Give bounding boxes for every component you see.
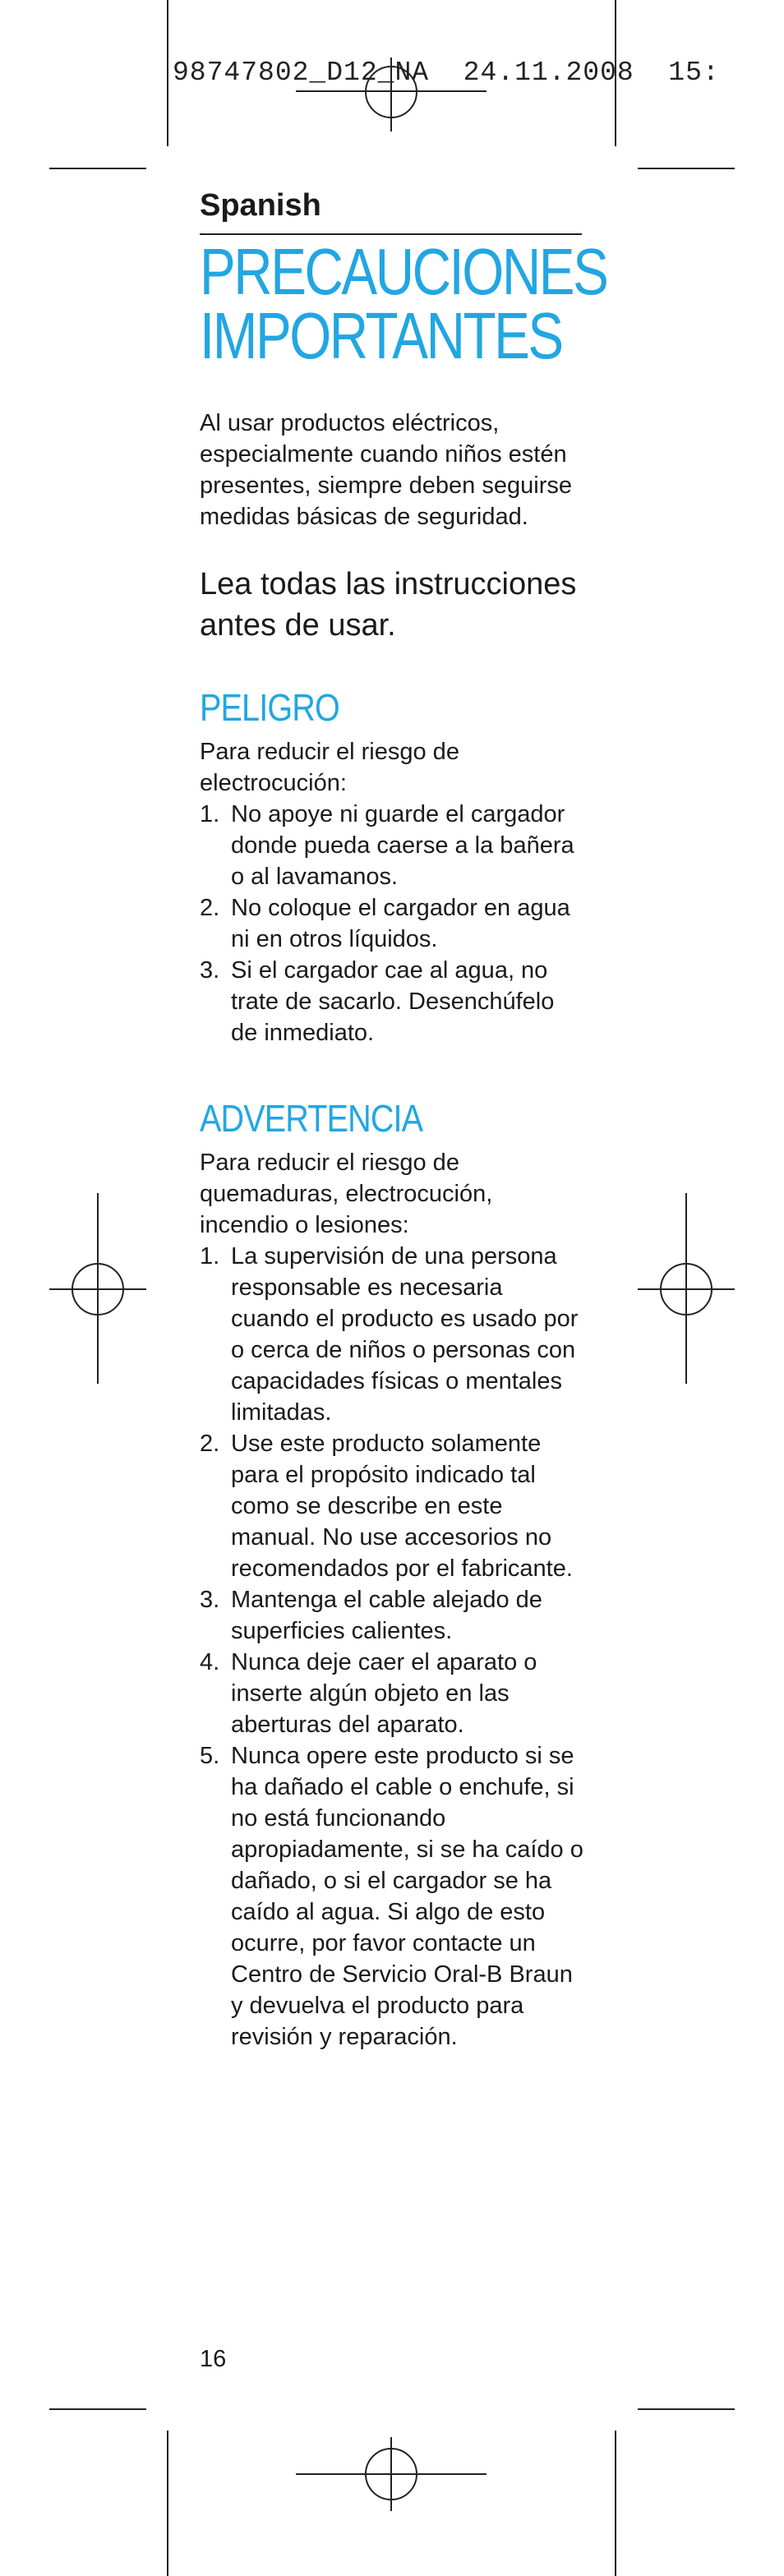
crop-mark [49, 168, 146, 169]
crop-mark [167, 2431, 168, 2576]
item-number: 1. [200, 800, 220, 827]
item-text: La supervisión de una persona responsable es necesaria cuando el producto es usado por o cerca de niños o personas con capacidades físicas o mentales limitadas. [231, 1242, 579, 1426]
page-content [200, 187, 607, 2102]
item-number: 3. [200, 1586, 220, 1613]
item-number: 3. [200, 956, 220, 984]
section-text: Para reducir el riesgo de quemaduras, electrocución, incendio o lesiones: [200, 1149, 493, 1238]
title-line-2: IMPORTANTES [200, 298, 562, 372]
print-slug-line: 98747802_D12_NA 24.11.2008 15: [173, 58, 720, 88]
page-title [200, 234, 607, 372]
item-number: 4. [200, 1648, 220, 1675]
intro-paragraph: Al usar productos eléctricos, especialmente cuando niños estén presentes, siempre deben seguirse medidas básicas de seguridad. [200, 409, 572, 530]
crop-mark [638, 2408, 735, 2410]
page-number: 16 [200, 2346, 227, 2372]
registration-mark [660, 1263, 713, 1316]
crop-mark [615, 2431, 616, 2576]
crop-mark [167, 0, 168, 146]
item-text: No coloque el cargador en agua ni en otros líquidos. [231, 894, 570, 952]
section-title: ADVERTENCIA [200, 1096, 423, 1140]
list-item [200, 1428, 586, 1584]
item-text: Use este producto solamente para el propósito indicado tal como se describe en este manual. No use accesorios no recomendados por el fabricante. [231, 1430, 573, 1582]
item-number: 2. [200, 1430, 220, 1457]
registration-mark [365, 2448, 417, 2500]
item-number: 5. [200, 1742, 220, 1769]
title-line-1: PRECAUCIONES [200, 234, 607, 308]
list-item [200, 1241, 586, 1428]
item-text: Si el cargador cae al agua, no trate de sacarlo. Desenchúfelo de inmediato. [231, 956, 555, 1046]
advertencia-list [200, 1241, 586, 2053]
list-item [200, 1584, 586, 1647]
item-text: Nunca deje caer el aparato o inserte algún objeto en las aberturas del aparato. [231, 1648, 537, 1738]
item-text: Nunca opere este producto si se ha dañado el cable o enchufe, si no está funcionando apropiadamente, si se ha caído o dañado, o si el cargador se ha caído al agua. Si algo de esto ocurre, por favor contacte un Centro de Servicio Oral-B Braun y devuelva el producto para revisión y reparación. [231, 1742, 583, 2050]
item-number: 1. [200, 1242, 220, 1270]
list-item [200, 1740, 586, 2053]
crop-mark [49, 2408, 146, 2410]
language-heading: Spanish [200, 188, 321, 223]
registration-mark [71, 1263, 124, 1316]
item-text: Mantenga el cable alejado de superficies calientes. [231, 1586, 542, 1644]
section-peligro [200, 687, 586, 1048]
list-item [200, 955, 586, 1048]
section-text: Para reducir el riesgo de electrocución: [200, 738, 459, 796]
section-advertencia [200, 1098, 586, 2053]
item-number: 2. [200, 894, 220, 921]
list-item [200, 892, 586, 955]
peligro-list [200, 799, 586, 1048]
list-item [200, 1647, 586, 1740]
list-item [200, 799, 586, 892]
section-title: PELIGRO [200, 685, 339, 729]
lead-paragraph: Lea todas las instrucciones antes de usar. [200, 566, 577, 643]
item-text: No apoye ni guarde el cargador donde pueda caerse a la bañera o al lavamanos. [231, 800, 574, 890]
crop-mark [638, 168, 735, 169]
